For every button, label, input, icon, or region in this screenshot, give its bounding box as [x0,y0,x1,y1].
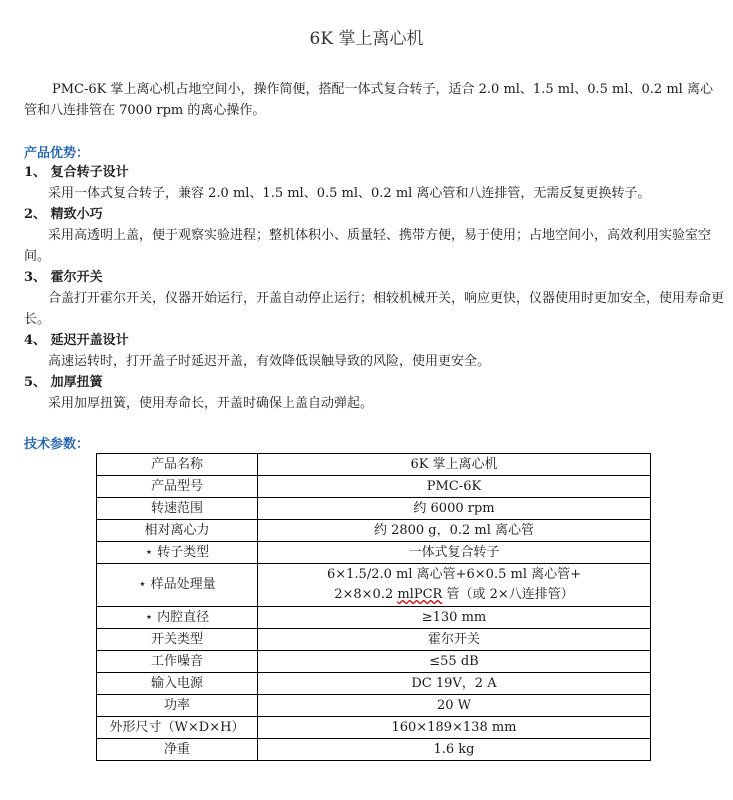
spec-label: 相对离心力 [97,520,258,542]
advantage-text: 采用高透明上盖，便于观察实验进程；整机体积小、质量轻、携带方便，易于使用；占地空间小，高效利用实验室空间。 [24,228,712,264]
spec-value: 约 2800 g，0.2 ml 离心管 [258,520,651,542]
specs-heading: 技术参数： [24,437,90,452]
spec-value: ≥130 mm [258,607,651,629]
table-row [97,520,651,542]
advantage-item [24,204,724,267]
intro-paragraph: PMC-6K 掌上离心机占地空间小，操作简便，搭配一体式复合转子，适合 2.0 ml、1.5 ml、0.5 ml、0.2 ml 离心管和八连排管在 7000 rpm 的离心操作。 [24,82,713,118]
table-row [97,739,651,761]
spec-label: 输入电源 [97,673,258,695]
specs-table [96,453,651,761]
spec-label: 净重 [97,739,258,761]
table-row [97,717,651,739]
advantage-title: 5、 加厚扭簧 [24,375,103,390]
advantage-item [24,162,724,204]
advantage-text: 合盖打开霍尔开关，仪器开始运行，开盖自动停止运行；相较机械开关，响应更快，仪器使用时更加安全，使用寿命更长。 [24,291,725,327]
spec-value [258,564,651,607]
table-row [97,629,651,651]
spec-value-line: 6×1.5/2.0 ml 离心管+6×0.5 ml 离心管+ [326,567,581,582]
advantage-item [24,372,724,414]
advantage-title: 3、 霍尔开关 [24,270,103,285]
advantage-text: 采用一体式复合转子，兼容 2.0 ml、1.5 ml、0.5 ml、0.2 ml 离心管和八连排管，无需反复更换转子。 [48,186,651,201]
spec-label: 功率 [97,695,258,717]
advantage-item [24,330,724,372]
spellcheck-underlined-text: mlPCR [397,587,443,602]
spec-label: 外形尺寸（W×D×H） [97,717,258,739]
spec-label: ⋆ 转子类型 [97,542,258,564]
table-row [97,454,651,476]
spec-value: 1.6 kg [258,739,651,761]
spec-value: ≤55 dB [258,651,651,673]
spec-value-part: 2×8×0.2 [334,587,398,602]
advantages-list [24,162,724,414]
spec-value-part: 管（或 2×八连排管） [442,587,574,602]
advantage-title: 2、 精致小巧 [24,207,103,222]
spec-label: 产品名称 [97,454,258,476]
spec-value: 20 W [258,695,651,717]
spec-value: PMC-6K [258,476,651,498]
advantage-text: 高速运转时，打开盖子时延迟开盖，有效降低误触导致的风险，使用更安全。 [48,354,491,369]
table-row [97,607,651,629]
advantage-item [24,267,724,330]
spec-value: 160×189×138 mm [258,717,651,739]
advantages-heading: 产品优势： [24,146,90,161]
table-row [97,476,651,498]
table-row [97,673,651,695]
table-row [97,695,651,717]
spec-label: 转速范围 [97,498,258,520]
spec-label: ⋆ 样品处理量 [97,564,258,607]
spec-value: 约 6000 rpm [258,498,651,520]
spec-label: 开关类型 [97,629,258,651]
spec-label: 产品型号 [97,476,258,498]
advantage-text: 采用加厚扭簧，使用寿命长，开盖时确保上盖自动弹起。 [48,396,374,411]
page-title: 6K 掌上离心机 [309,29,424,49]
spec-value-line [262,585,646,605]
spec-value: 6K 掌上离心机 [258,454,651,476]
spec-value: 一体式复合转子 [258,542,651,564]
spec-value: 霍尔开关 [258,629,651,651]
spec-label: ⋆ 内腔直径 [97,607,258,629]
table-row [97,564,651,607]
table-row [97,542,651,564]
spec-value: DC 19V，2 A [258,673,651,695]
advantage-title: 4、 延迟开盖设计 [24,333,129,348]
table-row [97,498,651,520]
table-row [97,651,651,673]
spec-label: 工作噪音 [97,651,258,673]
advantage-title: 1、 复合转子设计 [24,165,129,180]
